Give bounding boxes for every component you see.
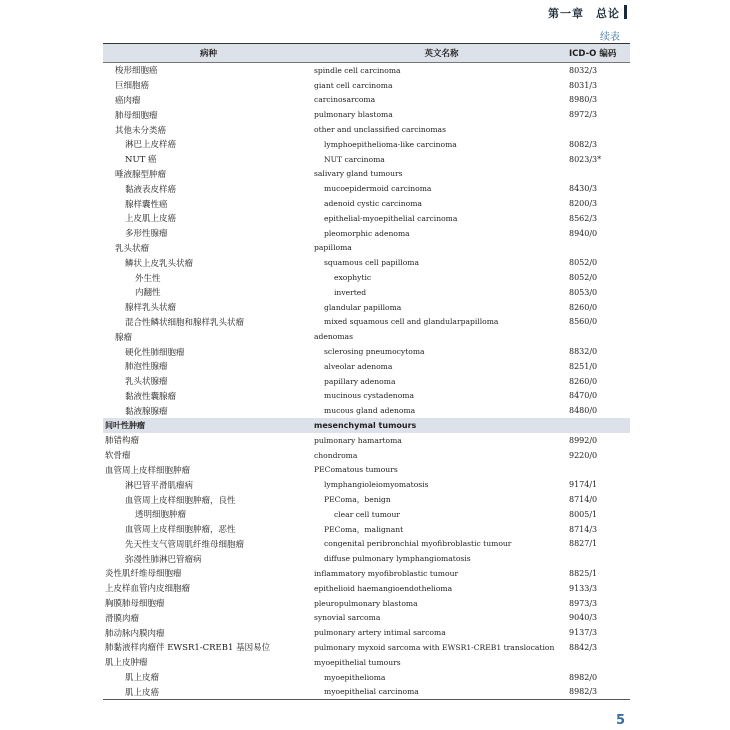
cell-icdo: 8053/0 [569, 287, 598, 297]
cell-disease: 混合性鳞状细胞和腺样乳头状瘤 [125, 317, 245, 328]
cell-english: adenomas [314, 332, 353, 342]
table-row [103, 640, 630, 655]
cell-english: inverted [334, 287, 367, 297]
table-row [103, 300, 630, 315]
table-row [103, 137, 630, 152]
column-header-disease: 病种 [199, 49, 217, 59]
cell-icdo: 8082/3 [569, 139, 598, 149]
cell-icdo: 9040/3 [569, 613, 598, 623]
cell-english: pulmonary hamartoma [314, 435, 402, 445]
cell-english: epithelioid haemangioendothelioma [314, 583, 453, 593]
cell-icdo: 8200/3 [569, 199, 598, 209]
table-row [103, 507, 630, 522]
cell-icdo: 8260/0 [569, 376, 598, 386]
cell-english: mucous gland adenoma [324, 406, 416, 416]
cell-english: pleomorphic adenoma [324, 228, 410, 238]
table-row [103, 670, 630, 685]
table-row [103, 167, 630, 182]
cell-icdo: 8714/3 [569, 524, 598, 534]
cell-disease: 多形性腺瘤 [125, 229, 168, 240]
cell-english: mucoepidermoid carcinoma [324, 184, 432, 194]
cell-disease: 肺泡性腺瘤 [125, 362, 168, 373]
cell-icdo: 8023/3* [569, 154, 602, 164]
table-row [103, 551, 630, 566]
table-row [103, 522, 630, 537]
cell-disease: 乳头状瘤 [115, 243, 150, 254]
cell-english: papilloma [314, 243, 352, 253]
table-row [103, 581, 630, 596]
cell-english: exophytic [334, 273, 372, 283]
continued-label: 续表 [600, 32, 620, 43]
cell-english: salivary gland tumours [314, 169, 403, 179]
table-row [103, 374, 630, 389]
cell-disease: NUT 癌 [125, 155, 157, 166]
cell-icdo: 8832/0 [569, 347, 598, 357]
cell-icdo: 8005/1 [569, 509, 598, 519]
table-row [103, 433, 630, 448]
cell-english: myoepithelial carcinoma [324, 687, 419, 697]
cell-disease: 其他未分类癌 [115, 125, 167, 136]
cell-english: epithelial-myoepithelial carcinoma [324, 213, 458, 223]
cell-english: carcinosarcoma [314, 95, 376, 105]
cell-disease: 肺动脉内膜肉瘤 [105, 628, 165, 639]
cell-english: lymphangioleiomyomatosis [324, 480, 429, 490]
cell-disease: 黏液腺腺瘤 [125, 406, 168, 417]
cell-icdo: 8251/0 [569, 361, 598, 371]
cell-icdo: 8560/0 [569, 317, 598, 327]
table-row [103, 344, 630, 359]
cell-disease: 上皮样血管内皮细胞瘤 [105, 584, 191, 595]
cell-disease: 间叶性肿瘤 [105, 421, 145, 431]
table-row [103, 226, 630, 241]
cell-icdo: 9137/3 [569, 628, 598, 638]
cell-icdo: 8714/0 [569, 495, 598, 504]
table-row [103, 78, 630, 93]
table-row [103, 596, 630, 611]
table-row [103, 255, 630, 270]
cell-icdo: 8562/3 [569, 213, 598, 223]
table-row [103, 492, 630, 507]
cell-english: NUT carcinoma [324, 154, 385, 164]
table-row [103, 684, 630, 699]
cell-disease: 鳞状上皮乳头状瘤 [125, 258, 194, 269]
cell-english: myoepithelioma [324, 672, 386, 682]
cell-disease: 炎性肌纤维母细胞瘤 [105, 569, 182, 580]
cell-english: spindle cell carcinoma [314, 65, 401, 75]
table-row [103, 566, 630, 581]
cell-english: pulmonary myxoid sarcoma with EWSR1-CREB1 translocation [314, 642, 555, 652]
table-row [103, 625, 630, 640]
cell-icdo: 8940/0 [569, 228, 598, 238]
cell-disease: 血管周上皮样细胞肿瘤，良性 [125, 495, 236, 506]
cell-disease: 先天性支气管周肌纤维母细胞瘤 [125, 539, 245, 550]
chapter-bar [624, 5, 627, 19]
cell-english: clear cell tumour [334, 509, 401, 519]
cell-icdo: 8052/0 [569, 258, 598, 268]
table-row [103, 63, 630, 78]
table-row [103, 418, 630, 433]
table-row [103, 285, 630, 300]
cell-english: pulmonary artery intimal sarcoma [314, 628, 446, 638]
cell-english: PEComatous tumours [314, 465, 398, 475]
cell-english: pulmonary blastoma [314, 110, 393, 120]
table-body [103, 63, 630, 699]
cell-disease: 肺母细胞瘤 [115, 110, 158, 121]
column-header-english: 英文名称 [424, 49, 459, 59]
table-row [103, 329, 630, 344]
table-row [103, 655, 630, 670]
cell-english: mucinous cystadenoma [324, 391, 415, 401]
cell-icdo: 9133/3 [569, 583, 598, 593]
cell-english: mixed squamous cell and glandularpapilloma [324, 317, 499, 327]
cell-english: synovial sarcoma [314, 613, 381, 623]
table-row [103, 93, 630, 108]
cell-disease: 黏液表皮样癌 [125, 184, 177, 195]
cell-disease: 肌上皮瘤 [125, 673, 160, 684]
cell-english: giant cell carcinoma [314, 80, 393, 90]
cell-english: inflammatory myofibroblastic tumour [314, 568, 459, 578]
cell-disease: 肺错构瘤 [105, 436, 140, 447]
cell-icdo: 8470/0 [569, 391, 598, 401]
cell-disease: 肌上皮肿瘤 [105, 658, 148, 669]
cell-english: chondroma [314, 450, 358, 460]
cell-disease: 外生性 [135, 273, 161, 284]
cell-english: congenital peribronchial myofibroblastic tumour [324, 539, 512, 549]
table-bottom-rule [103, 699, 630, 700]
cell-icdo: 9174/1 [569, 480, 598, 490]
cell-disease: 血管周上皮样细胞肿瘤 [105, 465, 191, 476]
cell-icdo: 8827/1 [569, 539, 598, 549]
cell-disease: 唾液腺型肿瘤 [115, 169, 167, 180]
cell-english: diffuse pulmonary lymphangiomatosis [324, 554, 471, 564]
cell-icdo: 8842/3 [569, 642, 598, 652]
cell-disease: 上皮肌上皮癌 [125, 214, 177, 225]
table-row [103, 359, 630, 374]
cell-english: PEComa，benign [324, 495, 391, 504]
table-row [103, 448, 630, 463]
cell-english: pleuropulmonary blastoma [314, 598, 418, 608]
cell-disease: 透明细胞肿瘤 [135, 510, 187, 521]
table-row [103, 122, 630, 137]
table-row [103, 537, 630, 552]
cell-disease: 乳头状腺瘤 [125, 377, 168, 388]
column-header-icdo: ICD-O 编码 [569, 49, 617, 59]
cell-english: myoepithelial tumours [314, 657, 401, 667]
table-row [103, 181, 630, 196]
cell-icdo: 8430/3 [569, 184, 598, 194]
cell-icdo: 8480/0 [569, 406, 598, 416]
cell-disease: 巨细胞癌 [115, 81, 150, 92]
cell-icdo: 9220/0 [569, 450, 598, 460]
page-number: 5 [615, 713, 625, 728]
cell-english: glandular papilloma [324, 302, 402, 312]
table-row [103, 463, 630, 478]
cell-english: adenoid cystic carcinoma [324, 199, 422, 209]
cell-disease: 腺瘤 [115, 332, 133, 343]
cell-icdo: 8260/0 [569, 302, 598, 312]
cell-disease: 梭形细胞癌 [115, 66, 158, 77]
cell-disease: 硬化性肺细胞瘤 [125, 347, 185, 358]
cell-icdo: 8031/3 [569, 80, 598, 90]
cell-icdo: 8972/3 [569, 110, 598, 120]
cell-icdo: 8982/0 [569, 672, 598, 682]
table-row [103, 610, 630, 625]
cell-english: PEComa，malignant [324, 524, 404, 534]
cell-disease: 胸膜肺母细胞瘤 [105, 599, 165, 610]
cell-icdo: 8992/0 [569, 435, 598, 445]
cell-disease: 淋巴上皮样癌 [125, 140, 177, 151]
cell-icdo: 8982/3 [569, 687, 598, 697]
table-row [103, 241, 630, 256]
cell-icdo: 8825/1 [569, 568, 598, 578]
cell-icdo: 8973/3 [569, 598, 598, 608]
classification-table [103, 43, 630, 700]
table-row [103, 211, 630, 226]
cell-disease: 软骨瘤 [105, 451, 131, 462]
cell-disease: 腺样乳头状瘤 [125, 303, 177, 314]
table-row [103, 403, 630, 418]
table-row [103, 315, 630, 330]
cell-english: other and unclassified carcinomas [314, 125, 446, 135]
cell-english: papillary adenoma [324, 376, 396, 386]
cell-disease: 黏液性囊腺瘤 [125, 391, 177, 402]
cell-disease: 血管周上皮样细胞肿瘤，恶性 [125, 525, 236, 536]
cell-disease: 滑膜肉瘤 [105, 613, 140, 624]
cell-disease: 内翻性 [135, 288, 161, 299]
table-row [103, 107, 630, 122]
cell-icdo: 8980/3 [569, 95, 598, 105]
cell-disease: 癌肉瘤 [115, 95, 141, 106]
table-header [103, 43, 630, 63]
chapter-title: 第一章 总论 [548, 7, 620, 20]
table-row [103, 152, 630, 167]
cell-disease: 弥漫性肺淋巴管瘤病 [125, 554, 202, 565]
cell-english: sclerosing pneumocytoma [324, 347, 425, 357]
table-row [103, 196, 630, 211]
cell-english: alveolar adenoma [324, 361, 393, 371]
cell-english: squamous cell papilloma [324, 258, 420, 268]
cell-disease: 淋巴管平滑肌瘤病 [125, 480, 194, 491]
table-row [103, 389, 630, 404]
cell-disease: 肌上皮癌 [125, 687, 160, 698]
cell-disease: 肺黏液样肉瘤伴 EWSR1-CREB1 基因易位 [105, 643, 271, 654]
table-row [103, 477, 630, 492]
cell-icdo: 8052/0 [569, 273, 598, 283]
cell-disease: 腺样囊性癌 [125, 199, 168, 210]
cell-english: mesenchymal tumours [314, 421, 417, 431]
cell-icdo: 8032/3 [569, 65, 598, 75]
table-row [103, 270, 630, 285]
cell-english: lymphoepithelioma-like carcinoma [324, 139, 457, 149]
